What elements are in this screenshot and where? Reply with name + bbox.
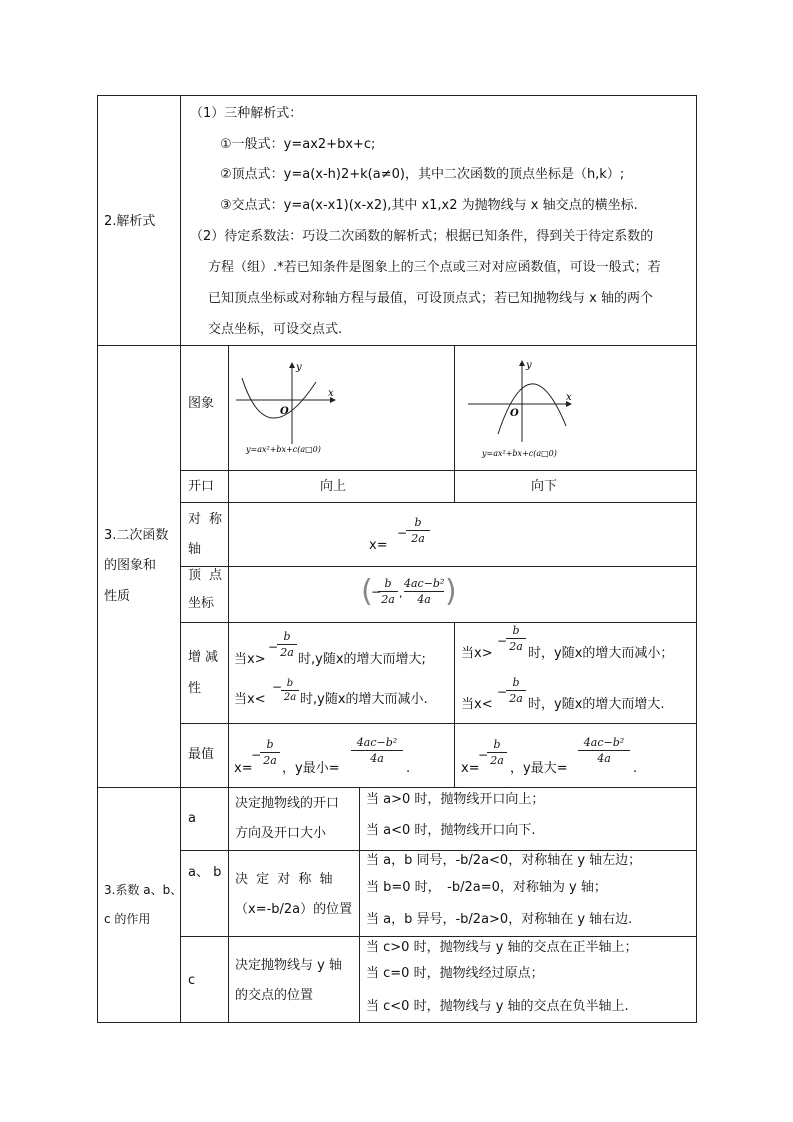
- coef-c-name: c: [188, 973, 196, 988]
- frac-num: 4ac−b²: [404, 577, 445, 590]
- graph-opens-up: [232, 356, 342, 460]
- coef-c-desc-3: 当 c<0 时，抛物线与 y 轴的交点在负半轴上.: [366, 999, 629, 1014]
- monotonic-label-2: 性: [188, 681, 202, 696]
- down-line1-fraction: [506, 624, 526, 653]
- row-label-coef-2: c 的作用: [104, 912, 151, 926]
- frac-num: b: [512, 676, 520, 689]
- frac-den: 2a: [411, 532, 425, 545]
- down-line2-fraction: [506, 676, 526, 705]
- frac-den: 4a: [597, 752, 611, 765]
- vertex-y-fraction: [404, 577, 444, 606]
- parabola-down: [498, 384, 566, 434]
- y-axis-arrow: [519, 360, 525, 366]
- frac-den: 2a: [490, 754, 504, 767]
- vertex-x-fraction: [378, 577, 398, 606]
- frac-num: b: [266, 738, 274, 751]
- axis-y-label: y: [296, 362, 302, 373]
- row-label-coef-1: 3.系数 a、b、: [104, 883, 183, 897]
- minus-sign: −: [478, 748, 489, 762]
- up-line1-post: 时,y随x的增大而增大;: [298, 652, 426, 667]
- coef-c-role-2: 的交点的位置: [235, 988, 314, 1003]
- minus-sign: −: [371, 585, 382, 599]
- minus-sign: −: [397, 526, 408, 540]
- coef-c-desc-2: 当 c=0 时，抛物线经过原点；: [366, 966, 544, 981]
- down-line1-post: 时，y随x的增大而减小；: [528, 646, 674, 661]
- frac-den: 2a: [263, 754, 277, 767]
- item2-line1: （2）待定系数法：巧设二次函数的解析式；根据已知条件，得到关于待定系数的: [190, 229, 654, 244]
- coef-a-name: a: [188, 811, 196, 826]
- axis-formula-prefix: x=: [369, 538, 388, 553]
- up-line2-post: 时,y随x的增大而减小.: [300, 692, 428, 707]
- image-label: 图象: [188, 396, 215, 411]
- frac-den: 4a: [370, 752, 384, 765]
- coef-b-name: a、 b: [188, 865, 222, 880]
- minus-sign: −: [268, 640, 279, 654]
- vertex-form: ②顶点式：y=a(x-h)2+k(a≠0)，其中二次函数的顶点坐标是（h,k）;: [220, 167, 625, 182]
- row-label-graph-2: 的图象和: [104, 558, 157, 573]
- axis-label-1: 对称: [188, 512, 231, 527]
- down-line1-pre: 当x>: [461, 646, 493, 661]
- coef-a-role-2: 方向及开口大小: [235, 826, 327, 841]
- max-value-fraction: [578, 736, 630, 765]
- coef-a-desc-1: 当 a>0 时，抛物线开口向上；: [366, 792, 545, 807]
- axis-label-2: 轴: [188, 542, 202, 557]
- down-line2-pre: 当x<: [461, 697, 493, 712]
- max-mid: ，y最大=: [510, 761, 568, 776]
- item2-line3: 已知顶点坐标或对称轴方程与最值，可设顶点式；若已知抛物线与 x 轴的两个: [208, 291, 653, 306]
- item1-title: （1）三种解析式：: [190, 106, 303, 121]
- frac-num: b: [283, 630, 291, 643]
- item2-line2: 方程（组）.*若已知条件是图象上的三个点或三对对应函数值，可设一般式；若: [208, 260, 661, 275]
- axis-y-label: y: [526, 360, 532, 371]
- frac-num: 4ac−b²: [583, 736, 625, 749]
- vertex-formula: ( − b 2a , 4ac−b² 4a ): [361, 574, 457, 609]
- row-label-graph-1: 3.二次函数: [104, 528, 169, 543]
- item2-line4: 交点坐标，可设交点式.: [208, 322, 343, 337]
- opening-label: 开口: [188, 479, 215, 494]
- opening-down: 向下: [531, 479, 558, 494]
- left-caption: y=ax²+bx+c(a□0): [246, 445, 321, 454]
- minus-sign: −: [251, 748, 262, 762]
- vertex-label-2: 坐标: [188, 596, 215, 611]
- right-caption: y=ax²+bx+c(a□0): [482, 449, 557, 458]
- max-prefix: x=: [461, 761, 480, 776]
- intercept-form: ③交点式：y=a(x-x1)(x-x2),其中 x1,x2 为抛物线与 x 轴交点的横坐标.: [220, 198, 638, 213]
- min-prefix: x=: [234, 761, 253, 776]
- frac-den: 4a: [417, 593, 431, 606]
- axis-fraction: [406, 516, 430, 545]
- coef-b-role-1: 决 定 对 称 轴: [235, 872, 335, 887]
- coef-a-desc-2: 当 a<0 时，抛物线开口向下.: [366, 823, 536, 838]
- minus-sign: −: [272, 680, 283, 694]
- coef-c-desc-1: 当 c>0 时，抛物线与 y 轴的交点在正半轴上；: [366, 940, 638, 955]
- frac-den: 2a: [283, 692, 297, 703]
- frac-num: b: [414, 516, 422, 529]
- down-line2-post: 时，y随x的增大而增大.: [528, 697, 665, 712]
- up-line1-fraction: [277, 630, 297, 659]
- frac-num: b: [286, 678, 294, 689]
- coef-b-desc-2: 当 b=0 时， -b/2a=0，对称轴为 y 轴；: [366, 880, 607, 895]
- general-form: ①一般式：y=ax2+bx+c;: [220, 137, 376, 152]
- up-line2-fraction: [281, 678, 299, 703]
- opening-up: 向上: [320, 479, 347, 494]
- row-label-graph-3: 性质: [104, 589, 131, 604]
- graph-opens-down: [462, 356, 582, 462]
- coef-c-role-1: 决定抛物线与 y 轴: [235, 958, 342, 973]
- parabola-up: [242, 378, 316, 418]
- frac-den: 2a: [509, 640, 523, 653]
- up-line2-pre: 当x<: [234, 692, 266, 707]
- coef-b-role-2: （x=-b/2a）的位置: [235, 902, 353, 917]
- max-period: .: [633, 761, 638, 776]
- max-x-fraction: [487, 738, 507, 767]
- frac-num: 4ac−b²: [356, 736, 398, 749]
- origin-label: O: [280, 406, 289, 417]
- min-value-fraction: [351, 736, 403, 765]
- origin-label: O: [510, 408, 519, 419]
- frac-den: 2a: [381, 593, 395, 606]
- row-label-analytic: 2.解析式: [104, 214, 156, 229]
- axis-x-label: x: [328, 388, 334, 399]
- minus-sign: −: [497, 685, 508, 699]
- min-period: .: [406, 761, 411, 776]
- y-axis-arrow: [289, 362, 295, 368]
- min-mid: ，y最小=: [282, 761, 340, 776]
- min-x-fraction: [260, 738, 280, 767]
- vertex-label-1: 顶点: [188, 568, 231, 583]
- monotonic-label-1: 增减: [188, 650, 223, 665]
- coef-b-desc-1: 当 a，b 同号，-b/2a<0，对称轴在 y 轴左边；: [366, 853, 642, 868]
- axis-x-label: x: [566, 392, 572, 403]
- frac-num: b: [493, 738, 501, 751]
- minus-sign: −: [497, 634, 508, 648]
- frac-den: 2a: [509, 692, 523, 705]
- coef-b-desc-3: 当 a，b 异号，-b/2a>0，对称轴在 y 轴右边.: [366, 912, 633, 927]
- frac-num: b: [384, 577, 392, 590]
- up-line1-pre: 当x>: [234, 652, 266, 667]
- frac-num: b: [512, 624, 520, 637]
- coef-a-role-1: 决定抛物线的开口: [235, 796, 340, 811]
- extreme-label: 最值: [188, 747, 215, 762]
- frac-den: 2a: [280, 646, 294, 659]
